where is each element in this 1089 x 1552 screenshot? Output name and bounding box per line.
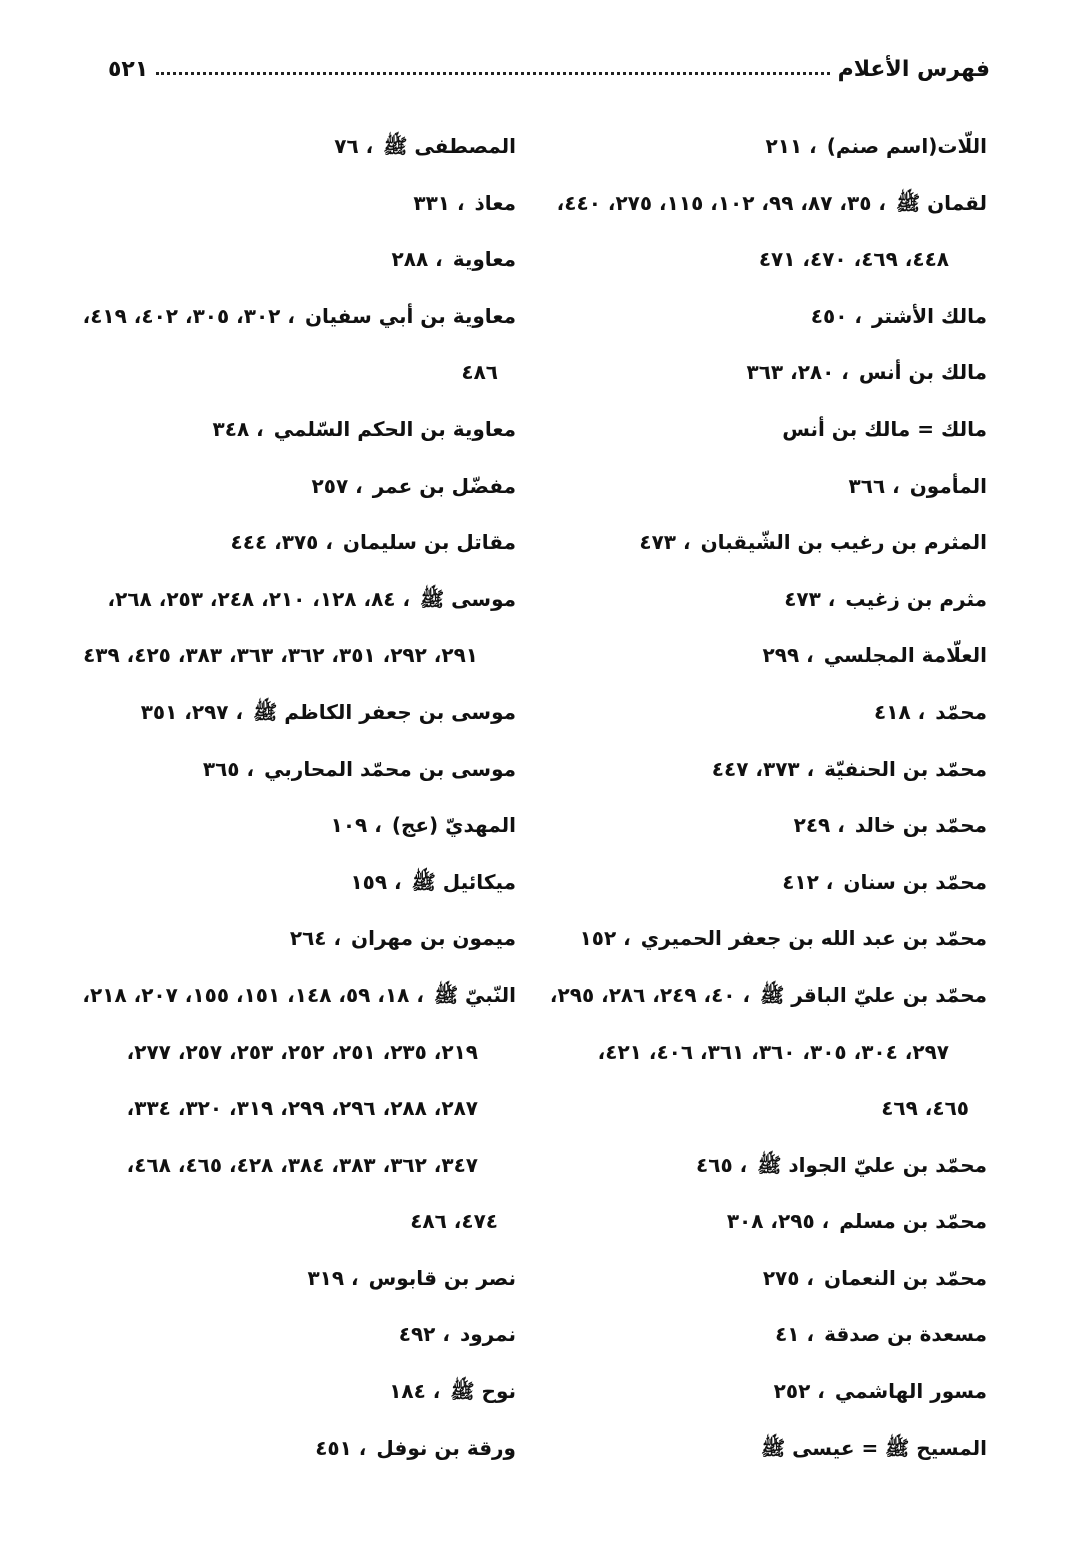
entry-page-refs: ، ٤١٢ [782, 869, 834, 894]
entry-name: مفضّل بن عمر [372, 473, 516, 498]
entry-page-refs: ، ٤٩٢ [398, 1322, 450, 1347]
index-entry-continuation [567, 1080, 987, 1137]
entry-page-refs: ، ٢٤٩ [793, 813, 845, 838]
index-entry [98, 910, 516, 967]
entry-page-refs: ، ٣٣١ [413, 190, 465, 215]
entry-name: محمّد بن عليّ الباقر ﷺ [760, 982, 987, 1007]
page-number: ٥٢١ [108, 57, 149, 82]
index-entry-continuation [83, 627, 516, 684]
index-entry [567, 1250, 987, 1307]
entry-page-refs: ، ١٥٩ [350, 869, 402, 894]
entry-name: مالك الأشتر [871, 303, 987, 328]
index-entry [98, 571, 516, 628]
index-entry [567, 401, 987, 458]
entry-name: اللّات(اسم صنم) [826, 134, 987, 158]
entry-name: مقاتل بن سليمان [342, 530, 516, 555]
entry-page-refs: ٢٨٧، ٢٨٨، ٢٩٦، ٢٩٩، ٣١٩، ٣٢٠، ٣٣٤، [126, 1096, 478, 1121]
entry-page-refs: ، ٣٧٥، ٤٤٤ [230, 530, 333, 555]
index-entry [567, 571, 987, 628]
entry-name: محمّد بن عبد الله بن جعفر الحميري [640, 926, 987, 951]
index-entry [567, 514, 987, 571]
index-entry-continuation [98, 1193, 516, 1250]
entry-page-refs: ، ٢٥٧ [311, 473, 363, 498]
entry-page-refs: ، ٤٧٣ [639, 530, 691, 555]
entry-name: معاوية بن أبي سفيان [304, 303, 516, 328]
index-entry-continuation [98, 1137, 516, 1194]
entry-page-refs: ٤٦٥، ٤٦٩ [881, 1096, 969, 1121]
index-entry [567, 288, 987, 345]
entry-name: نصر بن قابوس [368, 1265, 516, 1290]
index-entry [567, 797, 987, 854]
index-entry [567, 1137, 987, 1194]
index-entry [567, 344, 987, 401]
entry-page-refs: ٢٩١، ٢٩٢، ٣٥١، ٣٦٢، ٣٦٣، ٣٨٣، ٤٢٥، ٤٣٩ [83, 643, 478, 668]
entry-name: موسى ﷺ [420, 586, 516, 611]
index-entry [556, 175, 987, 232]
entry-page-refs: ، ٤٧٣ [784, 586, 836, 611]
index-entry [82, 288, 516, 345]
index-entry [98, 1420, 516, 1477]
entry-page-refs: ، ٨٤، ١٢٨، ٢١٠، ٢٤٨، ٢٥٣، ٢٦٨، [107, 586, 411, 611]
index-entry [98, 118, 516, 175]
entry-name: مالك = مالك بن أنس [782, 416, 987, 441]
entry-name: محمّد بن عليّ الجواد ﷺ [757, 1152, 987, 1177]
entry-name: العلّامة المجلسي [823, 643, 987, 668]
index-entry [98, 401, 516, 458]
entry-name: المهديّ (عج) [391, 813, 516, 838]
index-entry [98, 684, 516, 741]
index-entry-continuation [567, 1024, 987, 1081]
entry-page-refs: ، ٢٥٢ [773, 1379, 825, 1404]
index-entry [567, 684, 987, 741]
entry-page-refs: ٤٨٦ [461, 360, 498, 385]
entry-name: ورقة بن نوفل [376, 1435, 516, 1460]
entry-name: ميمون بن مهران [351, 926, 516, 951]
entry-name: المسيح ﷺ = عيسى ﷺ [760, 1435, 987, 1460]
index-entry [98, 514, 516, 571]
index-entry [567, 741, 987, 798]
entry-name: النّبيّ ﷺ [433, 982, 516, 1007]
entry-name: مسعدة بن صدقة [824, 1322, 987, 1347]
entry-page-refs: ، ١٥٢ [579, 926, 631, 951]
entry-page-refs: ، ٣٤٨ [212, 416, 264, 441]
entry-page-refs: ٢١٩، ٢٣٥، ٢٥١، ٢٥٢، ٢٥٣، ٢٥٧، ٢٧٧، [126, 1039, 478, 1064]
entry-page-refs: ، ٢٩٩ [762, 643, 814, 668]
entry-page-refs: ، ٣٠٢، ٣٠٥، ٤٠٢، ٤١٩، [82, 303, 295, 328]
entry-page-refs: ، ٤١٨ [874, 699, 926, 724]
entry-page-refs: ، ٤٥١ [315, 1435, 367, 1460]
entry-page-refs: ، ١٨، ٥٩، ١٤٨، ١٥١، ١٥٥، ٢٠٧، ٢١٨، [82, 982, 424, 1007]
entry-page-refs: ، ٣٦٦ [848, 473, 900, 498]
entry-page-refs: ، ٤١ [775, 1322, 815, 1347]
index-column-right [549, 118, 987, 1476]
index-entry [567, 627, 987, 684]
entry-page-refs: ، ٢٩٥، ٣٠٨ [726, 1209, 830, 1234]
header-dot-leader [156, 72, 829, 75]
index-entry [98, 854, 516, 911]
header-title: فهرس الأعلام [837, 57, 990, 82]
index-entry-continuation [98, 344, 516, 401]
entry-name: مثرم بن زغيب [845, 586, 987, 611]
index-entry [98, 1250, 516, 1307]
entry-page-refs: ٤٧٤، ٤٨٦ [410, 1209, 498, 1234]
index-entry [567, 1363, 987, 1420]
entry-page-refs: ، ٢٧٥ [762, 1265, 814, 1290]
index-entry [567, 1306, 987, 1363]
entry-name: نمرود [459, 1322, 516, 1347]
entry-page-refs: ، ١٠٩ [330, 813, 382, 838]
index-entry [98, 1363, 516, 1420]
index-entry [567, 458, 987, 515]
entry-page-refs: ، ٢١١ [765, 134, 817, 158]
entry-page-refs: ، ١٨٤ [389, 1379, 441, 1404]
entry-name: لقمان ﷺ [895, 190, 987, 215]
entry-name: محمّد [935, 699, 987, 724]
index-entry [98, 458, 516, 515]
index-entry [567, 1420, 987, 1477]
entry-name: ميكائيل ﷺ [411, 869, 516, 894]
index-entry [98, 175, 516, 232]
entry-page-refs: ٢٩٧، ٣٠٤، ٣٠٥، ٣٦٠، ٣٦١، ٤٠٦، ٤٢١، [597, 1039, 949, 1064]
index-entry [98, 1306, 516, 1363]
entry-name: موسى بن جعفر الكاظم ﷺ [253, 699, 516, 724]
entry-page-refs: ، ٤٥٠ [810, 303, 862, 328]
entry-page-refs: ، ٢٨٨ [391, 247, 443, 272]
entry-page-refs: ٤٤٨، ٤٦٩، ٤٧٠، ٤٧١ [758, 247, 949, 272]
entry-page-refs: ، ٧٦ [334, 134, 374, 158]
index-entry [567, 854, 987, 911]
entry-page-refs: ، ٣٦٥ [202, 756, 255, 781]
entry-name: معاذ [474, 190, 516, 215]
index-entry-continuation [98, 1024, 516, 1081]
entry-name: المصطفى ﷺ [383, 134, 516, 158]
entry-name: موسى بن محمّد المحاربي [264, 756, 516, 781]
entry-name: المأمون [909, 473, 987, 498]
entry-page-refs: ، ٣٥، ٨٧، ٩٩، ١٠٢، ١١٥، ٢٧٥، ٤٤٠، [556, 190, 886, 215]
index-entry [567, 118, 987, 175]
entry-name: محمّد بن النعمان [824, 1265, 987, 1290]
entry-name: محمّد بن سنان [843, 869, 987, 894]
index-column-left [82, 118, 516, 1476]
entry-name: محمّد بن مسلم [839, 1209, 987, 1234]
entry-page-refs: ، ٢٦٤ [289, 926, 342, 951]
entry-name: نوح ﷺ [450, 1379, 516, 1404]
index-entry-continuation [567, 231, 987, 288]
entry-name: مسور الهاشمي [834, 1379, 987, 1404]
index-entry [98, 741, 516, 798]
index-entry-continuation [98, 1080, 516, 1137]
index-entry [98, 231, 516, 288]
entry-page-refs: ٣٤٧، ٣٦٢، ٣٨٣، ٣٨٤، ٤٢٨، ٤٦٥، ٤٦٨، [126, 1152, 478, 1177]
index-entry [567, 1193, 987, 1250]
index-entry [98, 797, 516, 854]
entry-name: مالك بن أنس [858, 360, 987, 385]
running-header [108, 42, 990, 82]
entry-page-refs: ، ٢٨٠، ٣٦٣ [746, 360, 849, 385]
entry-name: المثرم بن رغيب بن الشّيقبان [700, 530, 987, 555]
entry-name: معاوية [452, 247, 516, 272]
entry-name: محمّد بن الحنفيّة [824, 756, 987, 781]
entry-page-refs: ، ٣١٩ [307, 1265, 359, 1290]
entry-page-refs: ، ٢٩٧، ٣٥١ [140, 699, 244, 724]
entry-page-refs: ، ٣٧٣، ٤٤٧ [711, 756, 815, 781]
index-entry [549, 967, 987, 1024]
entry-name: محمّد بن خالد [854, 813, 987, 838]
index-entry [82, 967, 516, 1024]
entry-page-refs: ، ٤٦٥ [696, 1152, 748, 1177]
index-entry [567, 910, 987, 967]
entry-name: معاوية بن الحكم السّلمي [273, 416, 516, 441]
entry-page-refs: ، ٤٠، ٢٤٩، ٢٨٦، ٢٩٥، [549, 982, 751, 1007]
